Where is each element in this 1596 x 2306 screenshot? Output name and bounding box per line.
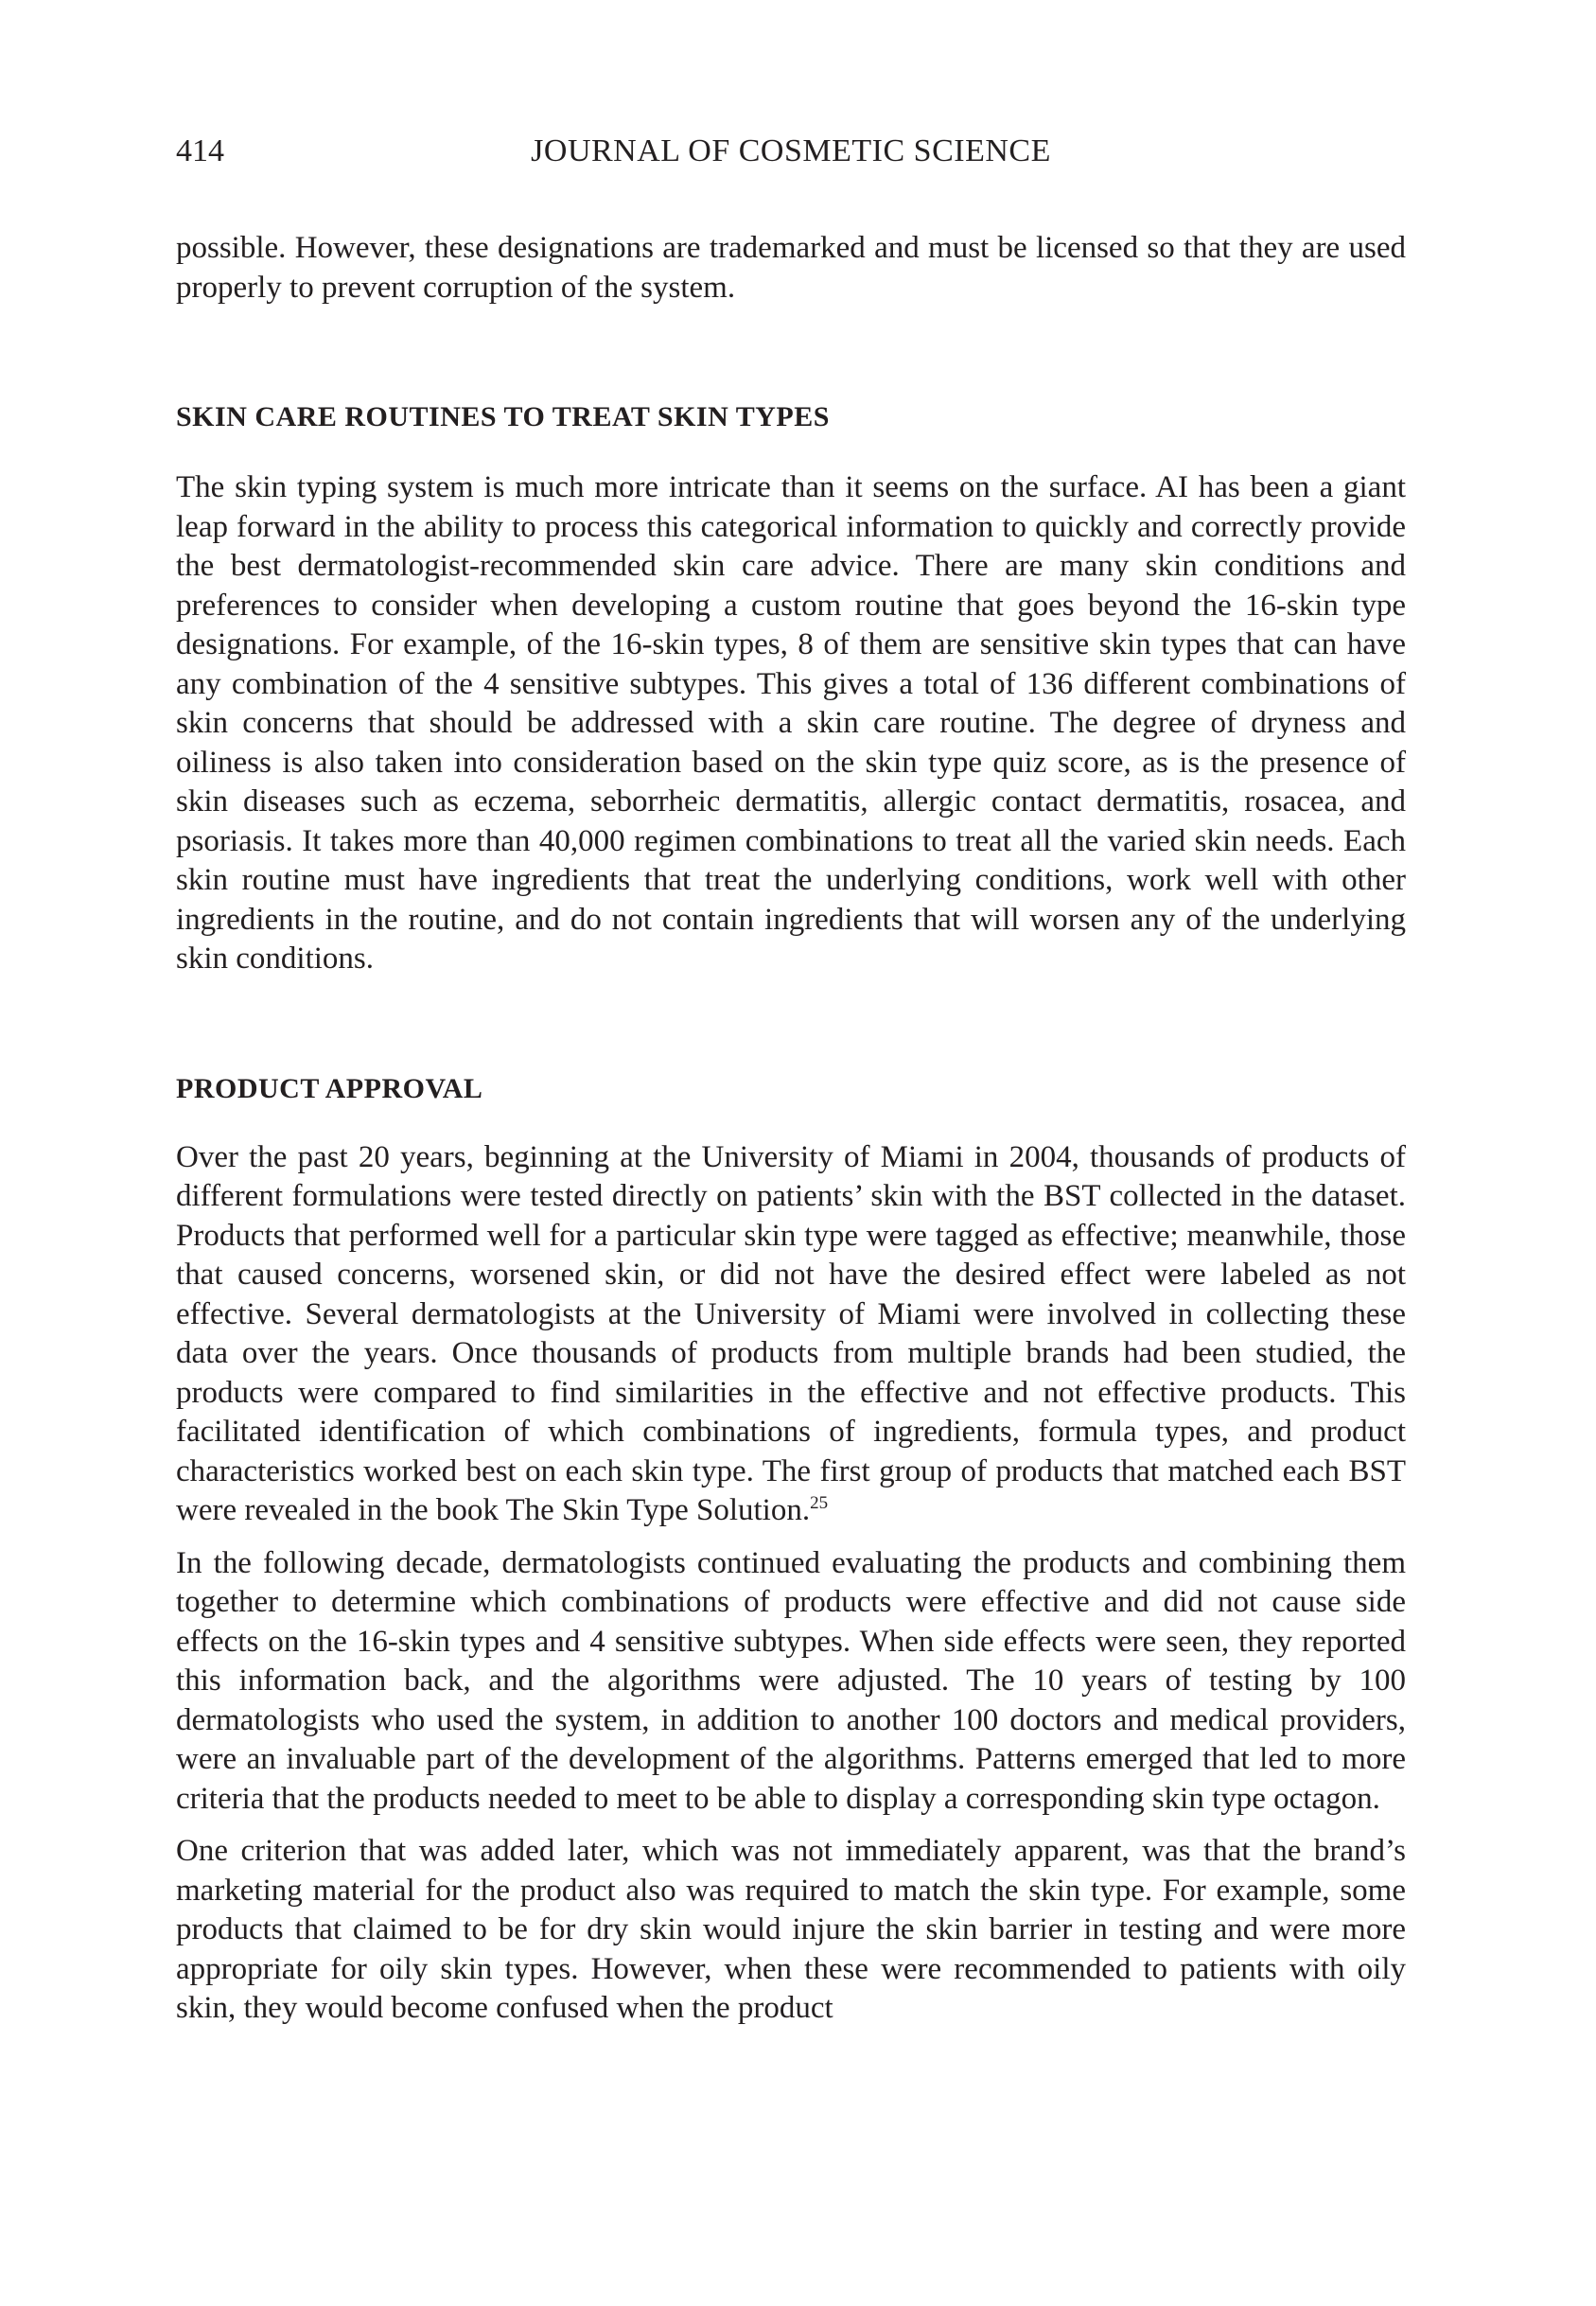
journal-title: JOURNAL OF COSMETIC SCIENCE bbox=[531, 133, 1051, 168]
reference-superscript: 25 bbox=[810, 1493, 829, 1513]
intro-paragraph: possible. However, these designations are trademarked and must be licensed so that they are used properly to prevent corruption of the system. bbox=[176, 231, 1406, 305]
journal-page bbox=[176, 121, 1406, 2029]
product-approval-paragraph-2: In the following decade, dermatologists continued evaluating the products and combining them together to determine which combinations of products were effective and did not cause side effects on the 16-skin types and 4 sensitive subtypes. When side effects were seen, they reported this information back, and the algorithms were adjusted. The 10 years of testing by 100 dermatologists who used the system, in addition to another 100 doctors and medical providers, were an invaluable part of the development of the algorithms. Patterns emerged that led to more criteria that the products needed to meet to be able to display a corresponding skin type octagon. bbox=[176, 1545, 1406, 1816]
running-header bbox=[176, 121, 1406, 182]
product-approval-paragraph-1-text: Over the past 20 years, beginning at the University of Miami in 2004, thousands of products of different formulations were tested directly on patients’ skin with the BST collected in the dataset. Products that performed well for a particular skin type were tagged as effective; meanwhile, those that caused concerns, worsened skin, or did not have the desired effect were labeled as not effective. Several dermatologists at the University of Miami were involved in collecting these data over the years. Once thousands of products from multiple brands had been studied, the products were compared to find similarities in the effective and not effective products. This facilitated identification of which combinations of ingredients, formula types, and product characteristics worked best on each skin type. The first group of products that matched each BST were revealed in the book The Skin Type Solution. bbox=[176, 1139, 1406, 1527]
product-approval-paragraph-1 bbox=[176, 1138, 1406, 1531]
page-number: 414 bbox=[176, 133, 224, 168]
section-heading-skin-care-routines: SKIN CARE ROUTINES TO TREAT SKIN TYPES bbox=[176, 401, 830, 432]
skin-care-paragraph: The skin typing system is much more intricate than it seems on the surface. AI has been a giant leap forward in the ability to process this categorical information to quickly and correctly provide the best dermatologist-recommended skin care advice. There are many skin conditions and preferences to consider when developing a custom routine that goes beyond the 16-skin type designations. For example, of the 16-skin types, 8 of them are sensitive skin types that can have any combination of the 4 sensitive subtypes. This gives a total of 136 different combinations of skin concerns that should be addressed with a skin care routine. The degree of dryness and oiliness is also taken into consideration based on the skin type quiz score, as is the presence of skin diseases such as eczema, seborrheic dermatitis, allergic contact dermatitis, rosacea, and psoriasis. It takes more than 40,000 regimen combinations to treat all the varied skin needs. Each skin routine must have ingredients that treat the underlying conditions, work well with other ingredients in the routine, and do not contain ingredients that will worsen any of the underlying skin conditions. bbox=[176, 470, 1406, 976]
section-heading-product-approval: PRODUCT APPROVAL bbox=[176, 1072, 483, 1104]
product-approval-paragraph-3: One criterion that was added later, which was not immediately apparent, was that the brand’s marketing material for the product also was required to match the skin type. For example, some products that claimed to be for dry skin would injure the skin barrier in testing and were more appropriate for oily skin types. However, when these were recommended to patients with oily skin, they would become confused when the product bbox=[176, 1834, 1406, 2025]
